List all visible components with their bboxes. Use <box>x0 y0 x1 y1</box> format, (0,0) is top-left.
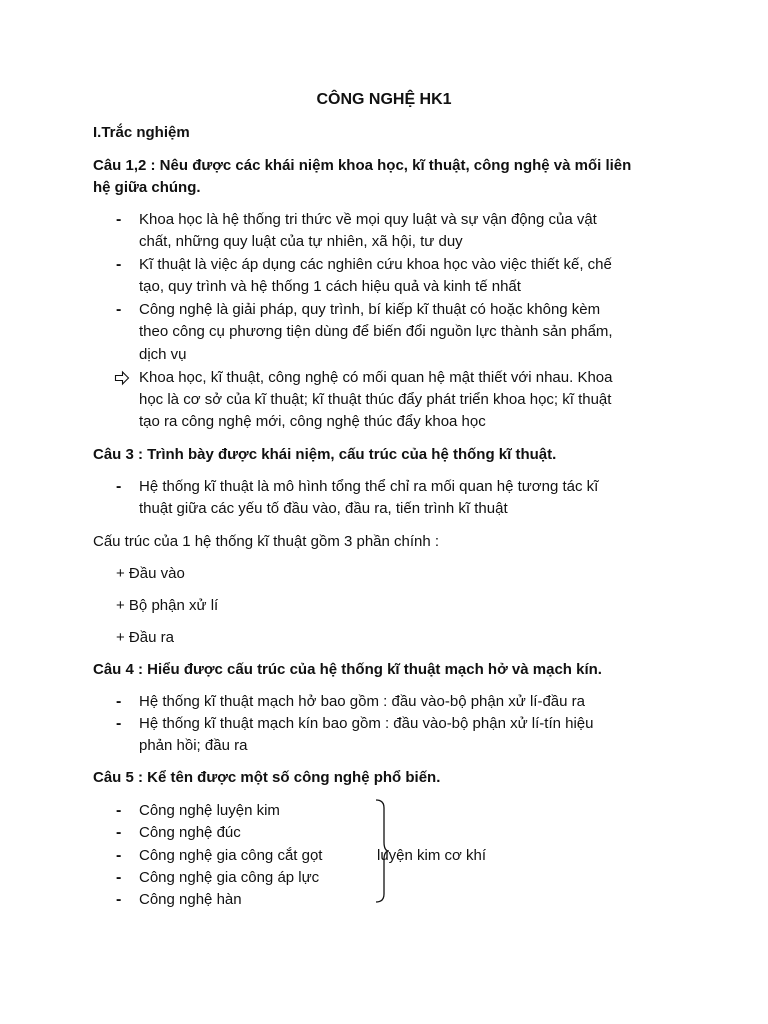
list-item-line: thuật giữa các yếu tố đầu vào, đầu ra, tiến trình kĩ thuật <box>139 500 508 517</box>
list-item-line: chất, những quy luật của tự nhiên, xã hội, tư duy <box>139 233 463 250</box>
question-heading: Câu 3 : Trình bày được khái niệm, cấu trúc của hệ thống kĩ thuật. <box>93 446 557 463</box>
conclusion-line: tạo ra công nghệ mới, công nghệ thúc đẩy khoa học <box>139 413 486 430</box>
bullet-marker: - <box>116 693 122 710</box>
list-item: Công nghệ đúc <box>139 824 241 841</box>
list-item-line: phản hồi; đầu ra <box>139 737 248 754</box>
list-item-line: tạo, quy trình và hệ thống 1 cách hiệu quả và kinh tế nhất <box>139 278 521 295</box>
question-heading: hệ giữa chúng. <box>93 179 201 196</box>
list-item-line: theo công cụ phương tiện dùng để biến đổi nguồn lực thành sản phẩm, <box>139 323 613 340</box>
question-heading: Câu 5 : Kể tên được một số công nghệ phổ biến. <box>93 769 441 786</box>
list-item: Công nghệ hàn <box>139 891 242 908</box>
question-heading: Câu 4 : Hiểu được cấu trúc của hệ thống kĩ thuật mạch hở và mạch kín. <box>93 661 602 678</box>
list-item-line: Hệ thống kĩ thuật mạch kín bao gồm : đầu vào-bộ phận xử lí-tín hiệu <box>139 715 594 732</box>
bullet-marker: - <box>116 891 122 908</box>
list-item: Công nghệ luyện kim <box>139 802 280 819</box>
list-item-line: dịch vụ <box>139 346 187 363</box>
list-item-line: Hệ thống kĩ thuật là mô hình tổng thể chỉ ra mối quan hệ tương tác kĩ <box>139 478 599 495</box>
list-item: Công nghệ gia công cắt gọt <box>139 847 323 864</box>
list-item-line: Công nghệ là giải pháp, quy trình, bí kiếp kĩ thuật có hoặc không kèm <box>139 301 601 318</box>
group-label: luyện kim cơ khí <box>377 847 487 864</box>
hollow-right-arrow-icon <box>114 367 130 389</box>
list-item-line: Kĩ thuật là việc áp dụng các nghiên cứu khoa học vào việc thiết kế, chế <box>139 256 612 273</box>
structure-intro: Cấu trúc của 1 hệ thống kĩ thuật gồm 3 phần chính : <box>93 533 440 550</box>
bullet-marker: - <box>116 478 122 495</box>
bullet-marker: - <box>116 715 122 732</box>
structure-part: + Đầu ra <box>116 629 174 646</box>
list-item-line: Khoa học là hệ thống tri thức về mọi quy luật và sự vận động của vật <box>139 211 597 228</box>
doc-title: CÔNG NGHỆ HK1 <box>316 91 452 108</box>
list-item-line: Hệ thống kĩ thuật mạch hở bao gồm : đầu vào-bộ phận xử lí-đầu ra <box>139 693 585 710</box>
part-heading: I.Trắc nghiệm <box>93 124 190 141</box>
structure-part: + Bộ phận xử lí <box>116 597 219 614</box>
conclusion-line: Khoa học, kĩ thuật, công nghệ có mối quan hệ mật thiết với nhau. Khoa <box>139 369 613 386</box>
bullet-marker: - <box>116 301 122 318</box>
bullet-marker: - <box>116 824 122 841</box>
bullet-marker: - <box>116 256 122 273</box>
bullet-marker: - <box>116 802 122 819</box>
conclusion-line: học là cơ sở của kĩ thuật; kĩ thuật thúc đẩy phát triển khoa học; kĩ thuật <box>139 391 612 408</box>
bullet-marker: - <box>116 869 122 886</box>
list-item: Công nghệ gia công áp lực <box>139 869 320 886</box>
bullet-marker: - <box>116 847 122 864</box>
bullet-marker: - <box>116 211 122 228</box>
question-heading: Câu 1,2 : Nêu được các khái niệm khoa học, kĩ thuật, công nghệ và mối liên <box>93 157 632 174</box>
structure-part: + Đầu vào <box>116 565 185 582</box>
